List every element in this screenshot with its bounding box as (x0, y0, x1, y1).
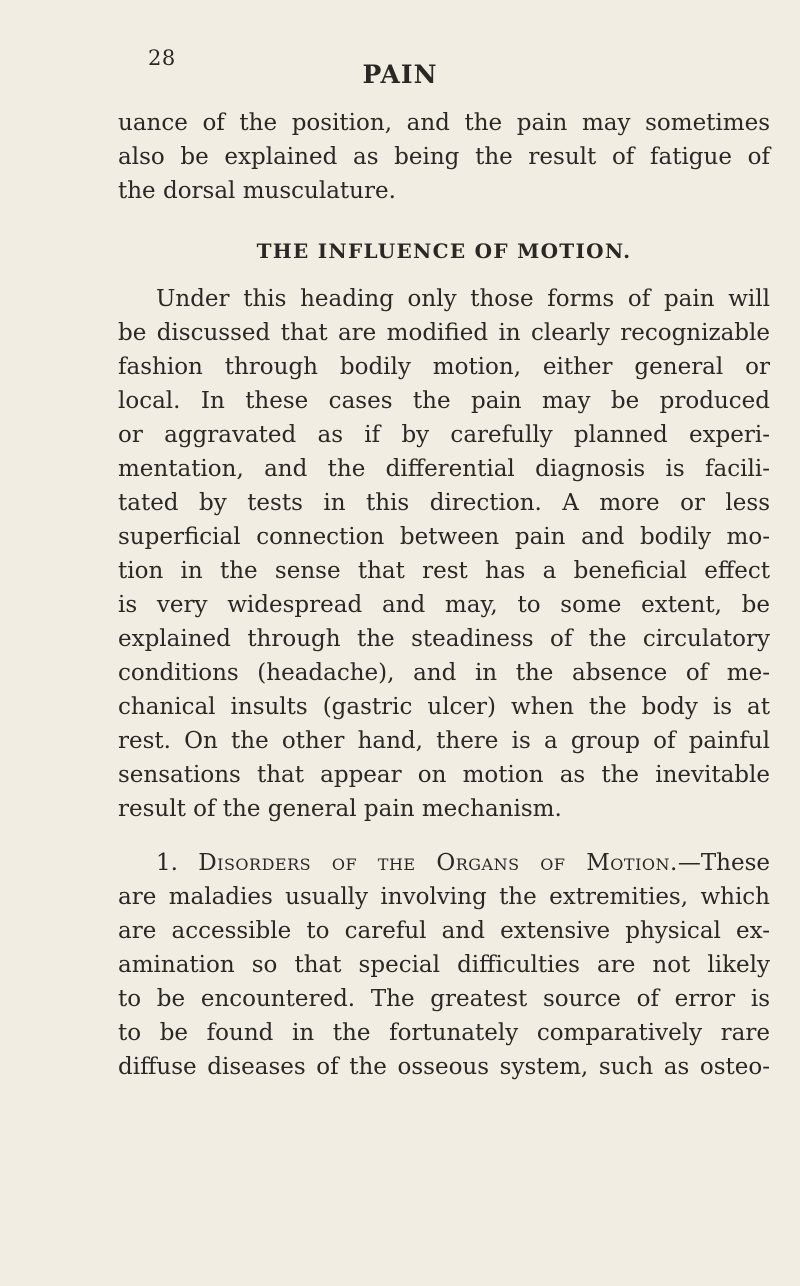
text-line: uance of the position, and the pain may sometimes (118, 110, 770, 136)
paragraph-disorders-of-organs-of-motion (118, 846, 770, 1084)
text-line: the dorsal musculature. (118, 178, 396, 204)
text-line: also be explained as being the result of fatigue of (118, 144, 770, 170)
text-line: to be encountered. The greatest source of error is (118, 986, 770, 1012)
text-line: rest. On the other hand, there is a group of painful (118, 728, 770, 754)
text-line: explained through the steadiness of the circulatory (118, 626, 770, 652)
text-line: sensations that appear on motion as the inevitable (118, 762, 770, 788)
text-line: Under this heading only those forms of pain will (156, 286, 770, 312)
text-line: chanical insults (gastric ulcer) when the body is at (118, 694, 770, 720)
text-line: or aggravated as if by carefully planned experi- (118, 422, 770, 448)
text-line: tion in the sense that rest has a beneficial effect (118, 558, 770, 584)
text-line: diffuse diseases of the osseous system, such as osteo- (118, 1054, 770, 1080)
text-line: are accessible to careful and extensive physical ex- (118, 918, 770, 944)
body-text (118, 106, 770, 1084)
text-line: local. In these cases the pain may be produced (118, 388, 770, 414)
paragraph-influence-of-motion (118, 282, 770, 826)
text-line: be discussed that are modified in clearly recognizable (118, 320, 770, 346)
section-heading: THE INFLUENCE OF MOTION. (256, 239, 632, 263)
running-head: PAIN (362, 60, 438, 89)
text-line: superficial connection between pain and bodily mo- (118, 524, 770, 550)
paragraph-continuation (118, 106, 770, 208)
text-line: to be found in the fortunately comparatively rare (118, 1020, 770, 1046)
text-line: mentation, and the differential diagnosis is facili- (118, 456, 770, 482)
item-number: 1. (156, 850, 178, 876)
paragraph-caption: Disorders of the Organs of Motion. (198, 850, 678, 876)
caption-continuation: —These (677, 850, 770, 876)
text-line: fashion through bodily motion, either general or (118, 354, 770, 380)
text-line: result of the general pain mechanism. (118, 796, 562, 822)
paragraph-gap (118, 826, 770, 846)
text-line: tated by tests in this direction. A more or less (118, 490, 770, 516)
text-line: conditions (headache), and in the absence of me- (118, 660, 770, 686)
text-line-first (118, 846, 770, 880)
text-line: is very widespread and may, to some extent, be (118, 592, 770, 618)
text-line: are maladies usually involving the extremities, which (118, 884, 770, 910)
page-number: 28 (148, 46, 176, 70)
text-line: amination so that special difficulties are not likely (118, 952, 770, 978)
